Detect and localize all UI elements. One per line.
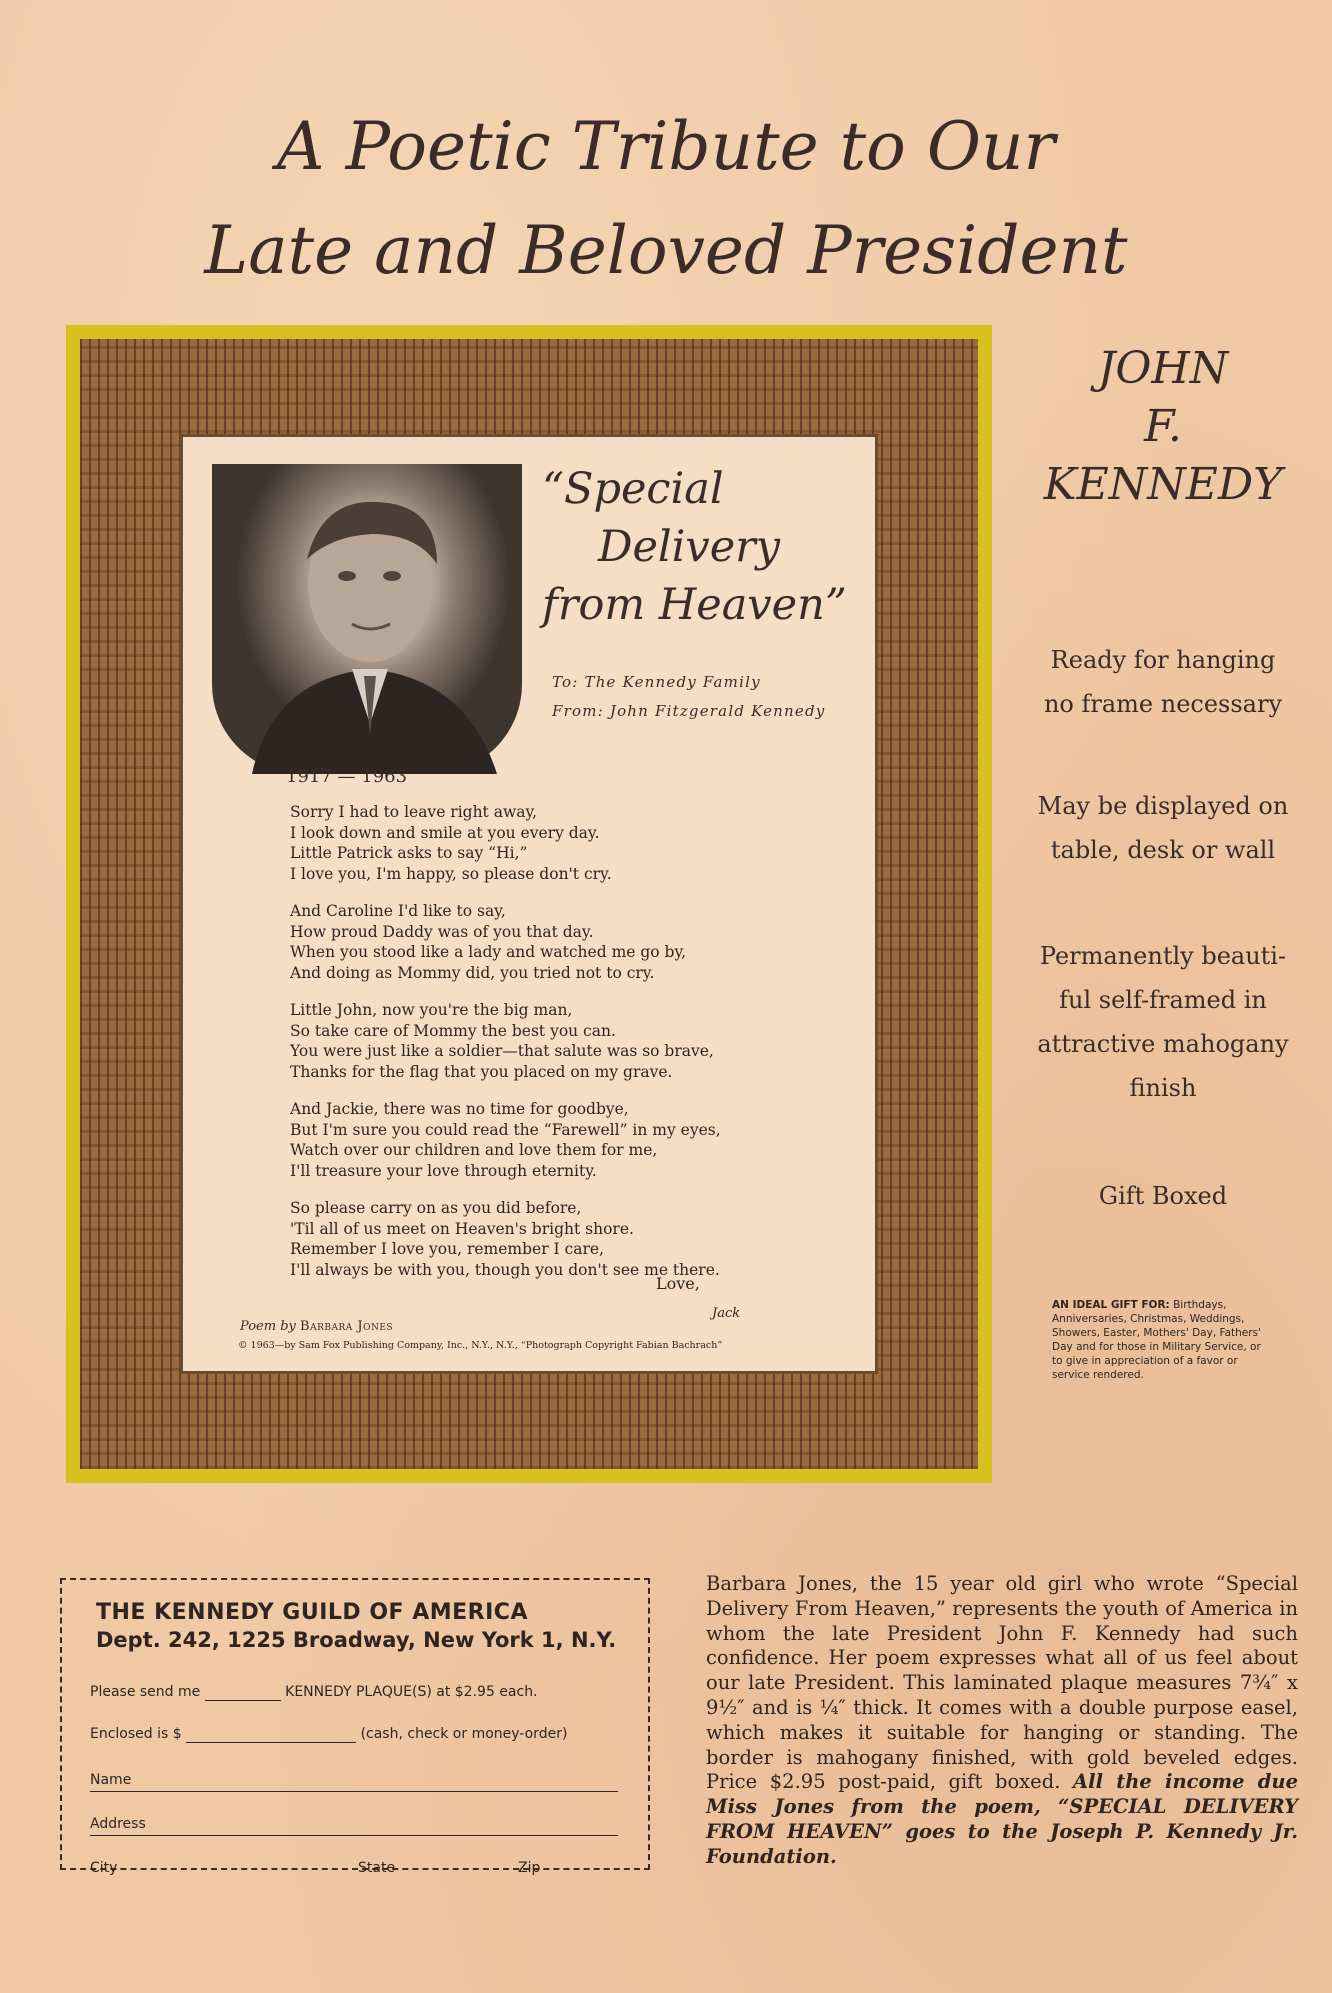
state-label: State (358, 1860, 396, 1876)
enclosed-prefix: Enclosed is $ (90, 1726, 182, 1742)
portrait-illustration (212, 464, 522, 774)
name-line-3: KENNEDY (1043, 459, 1283, 510)
send-prefix: Please send me (90, 1684, 201, 1700)
name-line-1: JOHN (1097, 343, 1229, 394)
to-line: To: The Kennedy Family (552, 673, 761, 691)
enclosed-suffix: (cash, check or money-order) (360, 1726, 568, 1742)
poem-title-line-3: from Heaven” (542, 580, 847, 630)
poem-line: I love you, I'm happy, so please don't cry. (290, 864, 612, 883)
poem-stanza (290, 802, 850, 884)
poem-line: I'll treasure your love through eternity. (290, 1161, 597, 1180)
poem-line: I look down and smile at you every day. (290, 823, 600, 842)
name-label: Name (90, 1772, 132, 1788)
send-suffix: KENNEDY PLAQUE(S) at $2.95 each. (285, 1684, 538, 1700)
enclosed-line (90, 1726, 567, 1743)
poem-line: Little John, now you're the big man, (290, 1001, 573, 1019)
poem-line: Thanks for the flag that you placed on my grave. (290, 1062, 673, 1081)
poem-stanza (290, 901, 850, 983)
feature-finish (998, 934, 1328, 1110)
poem-title-line-1: “Special (542, 464, 724, 514)
feature-3-line-3: attractive mahogany (1037, 1030, 1289, 1058)
quantity-field[interactable] (205, 1684, 281, 1701)
poem-line: And Caroline I'd like to say, (290, 902, 506, 920)
feature-1-line-1: Ready for hanging (1050, 646, 1276, 674)
poem-line: And doing as Mommy did, you tried not to cry. (290, 963, 655, 982)
feature-gift-boxed: Gift Boxed (1098, 1182, 1228, 1210)
city-label: City (90, 1860, 118, 1876)
to-from (552, 668, 882, 726)
body-text: Barbara Jones, the 15 year old girl who wrote “Special Delivery From Heaven,” represents the youth of America in whom the late President John F. Kennedy had such confidence. Her poem expresses what all of us feel about our late President. This laminated plaque measures 7¾″ x 9½″ and is ¼″ thick. It comes with a double purpose easel, which makes it suitable for hanging or standing. The border is mahogany finished, with gold beveled edges. Price $2.95 post-paid, gift boxed. (706, 1572, 1298, 1794)
poem-title (542, 460, 862, 634)
feature-2-line-2: table, desk or wall (1050, 836, 1276, 864)
poem-line: I'll always be with you, though you don't see me there. (290, 1260, 720, 1279)
quantity-line (90, 1684, 538, 1701)
poem-line: Sorry I had to leave right away, (290, 803, 538, 821)
sidebar-name (998, 340, 1328, 514)
amount-field[interactable] (186, 1726, 356, 1743)
name-field[interactable] (90, 1791, 618, 1792)
credit-name: Barbara Jones (300, 1319, 394, 1334)
poem-line: And Jackie, there was no time for goodbye, (290, 1100, 629, 1118)
address-field[interactable] (90, 1835, 618, 1836)
zip-label: Zip (518, 1860, 541, 1876)
copyright-line: © 1963—by Sam Fox Publishing Company, Inc., N.Y., N.Y., “Photograph Copyright Fabian Bachrach” (238, 1340, 723, 1351)
poem-line: Remember I love you, remember I care, (290, 1240, 605, 1258)
body-copy (706, 1572, 1298, 1870)
headline-line-1: A Poetic Tribute to Our (276, 108, 1056, 185)
body-emphasis: All the income due Miss Jones from the poem, “SPECIAL DELIVERY FROM HEAVEN” goes to the Joseph P. Kennedy Jr. Foundation. (706, 1770, 1298, 1868)
poem-stanza (290, 1099, 850, 1181)
poem-line: But I'm sure you could read the “Farewell” in my eyes, (290, 1120, 721, 1139)
gift-note-body: Birthdays, Anniversaries, Christmas, Weddings, Showers, Easter, Mothers' Day, Fathers' Day and for those in Military Service, or to give in appreciation of a favor or service rendered. (1052, 1299, 1261, 1381)
feature-3-line-4: finish (1129, 1074, 1197, 1102)
coupon-address: Dept. 242, 1225 Broadway, New York 1, N.Y. (96, 1628, 617, 1652)
plaque-frame (66, 325, 992, 1483)
feature-2-line-1: May be displayed on (1037, 792, 1289, 820)
poem-line: Little Patrick asks to say “Hi,” (290, 844, 528, 862)
poem-credit (240, 1319, 393, 1334)
plaque-card (180, 434, 878, 1374)
name-line-2: F. (1144, 401, 1182, 452)
from-line: From: John Fitzgerald Kennedy (552, 702, 826, 720)
life-years: 1917 — 1963 (286, 766, 408, 787)
poem-stanza (290, 1000, 850, 1082)
coupon-org: THE KENNEDY GUILD OF AMERICA (96, 1600, 528, 1625)
poem-line: 'Til all of us meet on Heaven's bright shore. (290, 1219, 634, 1238)
poem-line: When you stood like a lady and watched me go by, (290, 943, 687, 961)
credit-prefix: Poem by (240, 1319, 296, 1334)
feature-3-line-1: Permanently beauti- (1039, 942, 1287, 970)
headline-line-2: Late and Beloved President (204, 212, 1128, 289)
feature-hanging (998, 638, 1328, 726)
poem-line: So take care of Mommy the best you can. (290, 1021, 616, 1040)
poem-line: How proud Daddy was of you that day. (290, 922, 594, 941)
poem-line: So please carry on as you did before, (290, 1199, 582, 1217)
closing: Love, (656, 1274, 700, 1293)
order-coupon (60, 1578, 650, 1876)
gift-note-lead: AN IDEAL GIFT FOR: (1052, 1299, 1170, 1311)
mahogany-border (80, 339, 978, 1469)
poem-stanza (290, 1198, 850, 1280)
feature-display (998, 784, 1328, 872)
poem-line: You were just like a soldier—that salute was so brave, (290, 1042, 714, 1060)
address-label: Address (90, 1816, 146, 1832)
portrait-photo (212, 464, 522, 774)
feature-1-line-2: no frame necessary (1043, 690, 1283, 718)
headline (0, 95, 1332, 303)
signature: Jack (712, 1306, 741, 1321)
feature-3-line-2: ful self-framed in (1059, 986, 1267, 1014)
gift-note (1052, 1298, 1274, 1382)
poem-text (290, 802, 850, 1297)
poem-title-line-2: Delivery (598, 522, 781, 572)
poem-line: Watch over our children and love them for me, (290, 1141, 658, 1159)
